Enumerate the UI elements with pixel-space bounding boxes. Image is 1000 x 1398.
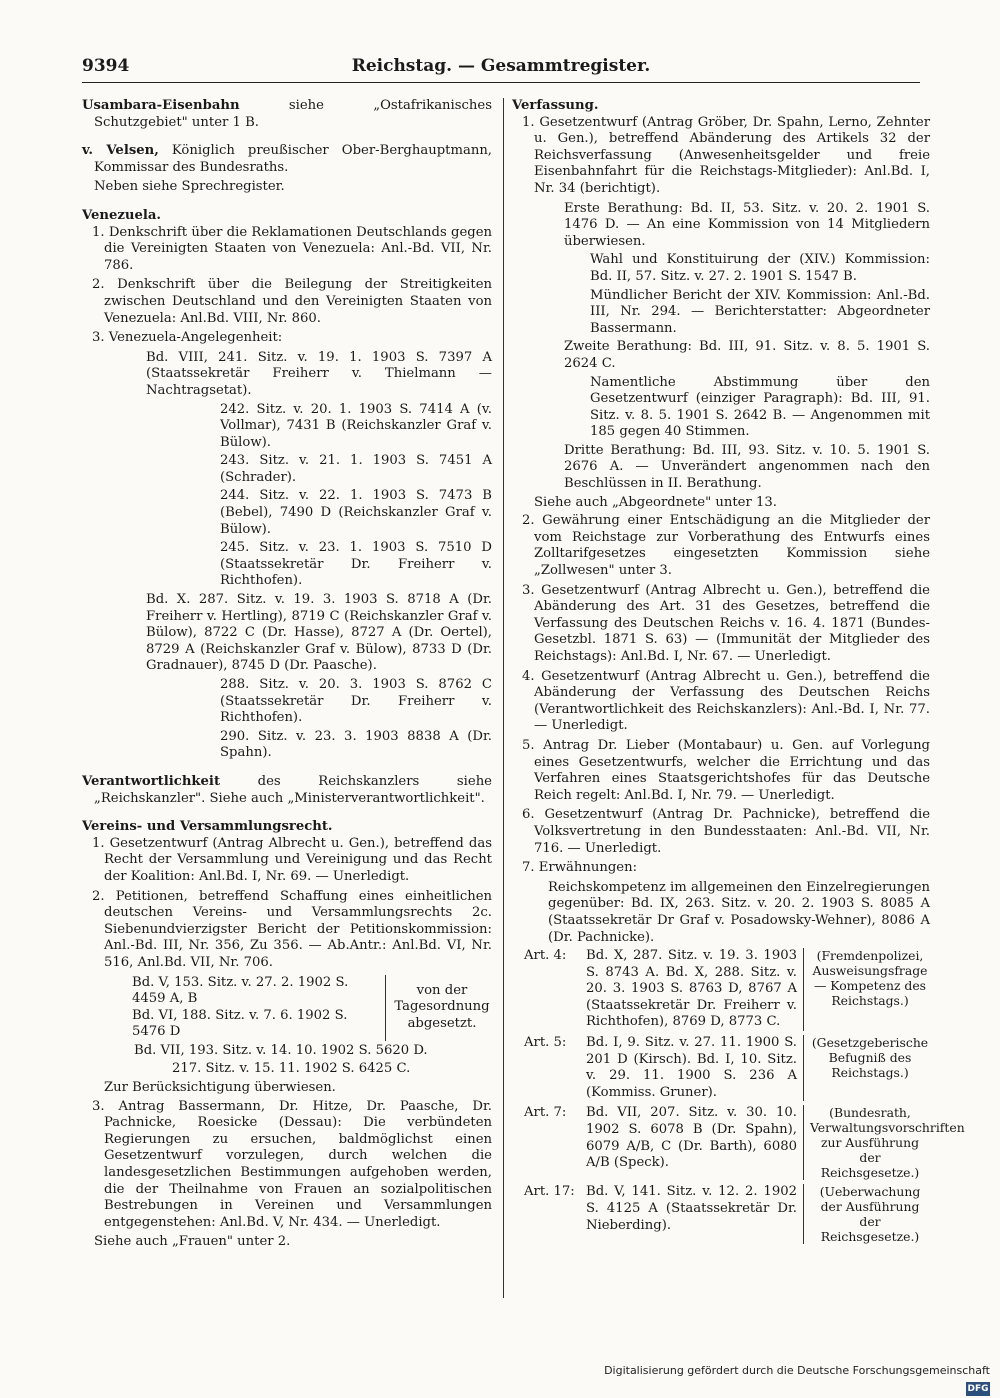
- entry-heading: Vereins- und Versammlungsrecht.: [82, 819, 333, 835]
- entry-text: siehe „Ostafrikanisches Schutzgebiet" unter 1 B.: [94, 98, 492, 130]
- left-column: [82, 98, 492, 1263]
- reading-ref: Mündlicher Bericht der XIV. Kommission: Anl.-Bd. III, Nr. 294. — Berichterstatter: Abgeordneter Bassermann.: [590, 287, 930, 336]
- bracket-note: (Bundesrath, Verwaltungsvorschriften zur Ausführung der Reichsgesetze.): [810, 1105, 965, 1181]
- item-2: 2. Denkschrift über die Beilegung der Streitigkeiten zwischen Deutschland und den Vereinigten Staaten von Venezuela: Anl.Bd. VIII, Nr. 860.: [92, 277, 492, 326]
- decision: Zur Berücksichtigung überwiesen.: [104, 1080, 336, 1096]
- session-ref: 243. Sitz. v. 21. 1. 1903 S. 7451 A (Schrader).: [220, 453, 492, 485]
- item-2: 2. Gewährung einer Entschädigung an die Mitglieder der vom Reichstage zur Vorberathung des Entwurfs eines Zolltarifgesetzes eingesetzten Kommission siehe „Zollwesen" unter 3.: [522, 513, 930, 579]
- item-1: 1. Denkschrift über die Reklamationen Deutschlands gegen die Vereinigten Staaten von Venezuela: Anl.-Bd. VII, Nr. 786.: [92, 224, 492, 273]
- reading-ref: Namentliche Abstimmung über den Gesetzentwurf (einziger Paragraph): Bd. III, 91. Sitz. v. 8. 5. 1901 S. 2642 B. — Angenommen mit 185 gegen 40 Stimmen.: [590, 374, 930, 440]
- entry-text: Königlich preußischer Ober-Berghauptmann, Kommissar des Bundesraths.: [94, 143, 493, 175]
- session-ref: Bd. VI, 188. Sitz. v. 7. 6. 1902 S. 5476 D: [132, 1007, 348, 1040]
- session-ref: Bd. VIII, 241. Sitz. v. 19. 1. 1903 S. 7397 A (Staatssekretär Freiherr v. Thielmann — Nachtragsetat).: [146, 349, 492, 398]
- session-ref: 242. Sitz. v. 20. 1. 1903 S. 7414 A (v. Vollmar), 7431 B (Reichskanzler Graf v. Bülow).: [220, 401, 492, 450]
- session-group: [132, 975, 492, 1041]
- session-ref: Bd. X. 287. Sitz. v. 19. 3. 1903 S. 8718 A (Dr. Freiherr v. Hertling), 8719 C (Reichskanzler Graf v. Bülow), 8722 C (Dr. Hasse), 8727 A (Dr. Oertel), 8729 A (Reichskanzler Graf v. Bülow), 8733 D (Dr. Gradnauer), 8745 D (Dr. Paasche).: [146, 592, 492, 674]
- see-also: Neben siehe Sprechregister.: [94, 179, 285, 195]
- item-1: 1. Gesetzentwurf (Antrag Gröber, Dr. Spahn, Lerno, Zehnter u. Gen.), betreffend Abänderung des Artikels 32 der Reichsverfassung (Anwesenheitsgelder und freie Eisenbahnfahrt für die Reichstags-Mitglieder): Anl.Bd. I, Nr. 34 (berichtigt).: [522, 114, 930, 196]
- session-ref: 290. Sitz. v. 23. 3. 1903 8838 A (Dr. Spahn).: [220, 728, 492, 761]
- item-3: 3. Gesetzentwurf (Antrag Albrecht u. Gen.), betreffend die Abänderung des Art. 31 des Gesetzes, betreffend die Verfassung des Deutschen Reichs v. 16. 4. 1871 (Bundes-Gesetzbl. 1871 S. 63) — (Immunität der Mitglieder des Reichstags): Anl.Bd. I, Nr. 67. — Unerledigt.: [522, 582, 930, 664]
- item-3: 3. Venezuela-Angelegenheit:: [92, 330, 283, 346]
- entry-verfassung: [512, 98, 965, 1245]
- bracket-note: (Ueberwachung der Ausführung der Reichsgesetze.): [819, 1184, 921, 1245]
- session-ref: 217. Sitz. v. 15. 11. 1902 S. 6425 C.: [172, 1061, 411, 1077]
- bracket-note: (Gesetzgeberische Befugniß des Reichstags.): [811, 1035, 929, 1081]
- reading-ref: Dritte Berathung: Bd. III, 93. Sitz. v. 10. 5. 1901 S. 2676 A. — Unverändert angenommen nach den Beschlüssen in II. Berathung.: [564, 442, 930, 492]
- session-ref: 288. Sitz. v. 20. 3. 1903 S. 8762 C (Staatssekretär Dr. Freiherr v. Richthofen).: [220, 677, 492, 726]
- article-4-row: [524, 948, 930, 1031]
- page-header: [82, 56, 920, 83]
- item-3: 3. Antrag Bassermann, Dr. Hitze, Dr. Paasche, Dr. Pachnicke, Roesicke (Dessau): Die verbündeten Regierungen zu ersuchen, baldmöglichst einen Gesetzentwurf vorzulegen, durch welchen die landesgesetzlichen Bestimmungen aufgehoben werden, die der Theilnahme von Frauen an sozialpolitischen Bestrebungen in Vereinen und Versammlungen entgegenstehen: Anl.Bd. V, Nr. 434. — Unerledigt.: [92, 1098, 492, 1230]
- article-label: Art. 4:: [524, 948, 567, 964]
- credit-text: Digitalisierung gefördert durch die Deutsche Forschungsgemeinschaft: [604, 1364, 990, 1377]
- item-2: 2. Petitionen, betreffend Schaffung eines einheitlichen deutschen Vereins- und Versammlungsrechts 2c. Siebenundvierzigster Bericht der Petitionskommission: Anl.-Bd. III, Nr. 356, Zu 356. — Ab.Antr.: Anl.Bd. VI, Nr. 516, Anl.Bd. VII, Nr. 706.: [92, 888, 492, 970]
- entry-heading: Verfassung.: [512, 98, 599, 113]
- mention: Reichskompetenz im allgemeinen den Einzelregierungen gegenüber: Bd. IX, 263. Sitz. v. 20. 2. 1903 S. 8085 A (Staatssekretär Dr Graf v. Posadowsky-Wehner), 8086 A (Dr. Pachnicke).: [548, 879, 930, 945]
- article-label: Art. 5:: [524, 1035, 567, 1051]
- entry-heading: Usambara-Eisenbahn: [82, 98, 240, 113]
- entry-velsen: [82, 143, 492, 196]
- article-5-row: [524, 1035, 930, 1101]
- article-7-row: [524, 1105, 965, 1181]
- entry-text: des Reichskanzlers siehe „Reichskanzler". Siehe auch „Ministerverantwortlichkeit".: [94, 773, 492, 806]
- bracket-note: (Fremdenpolizei, Ausweisungsfrage — Kompetenz des Reichstags.): [812, 948, 928, 1009]
- entry-usambara: [82, 98, 492, 131]
- reading-ref: Zweite Berathung: Bd. III, 91. Sitz. v. 8. 5. 1901 S. 2624 C.: [564, 339, 930, 371]
- entry-venezuela: [82, 208, 492, 762]
- item-6: 6. Gesetzentwurf (Antrag Dr. Pachnicke), betreffend die Volksvertretung in den Bundesstaaten: Anl.-Bd. VII, Nr. 716. — Unerledigt.: [522, 807, 930, 856]
- article-label: Art. 7:: [524, 1105, 567, 1121]
- see-also: Siehe auch „Abgeordnete" unter 13.: [534, 494, 777, 510]
- entry-heading: Verantwortlichkeit: [82, 773, 221, 789]
- reading-ref: Wahl und Konstituirung der (XIV.) Kommission: Bd. II, 57. Sitz. v. 27. 2. 1901 S. 1547 B.: [590, 252, 930, 284]
- column-divider: [503, 98, 504, 1298]
- reading-ref: Erste Berathung: Bd. II, 53. Sitz. v. 20. 2. 1901 S. 1476 D. — An eine Kommission von 14 Mitgliedern überwiesen.: [564, 200, 930, 249]
- right-column: [512, 98, 965, 1256]
- article-17-row: [524, 1184, 930, 1244]
- article-refs: Bd. V, 141. Sitz. v. 12. 2. 1902 S. 4125 A (Staatssekretär Dr. Nieberding).: [586, 1184, 804, 1244]
- article-refs: Bd. VII, 207. Sitz. v. 30. 10. 1902 S. 6078 B (Dr. Spahn), 6079 A/B, C (Dr. Barth), 6080 A/B (Speck).: [586, 1105, 804, 1180]
- page-number: 9394: [82, 56, 130, 76]
- session-ref: 245. Sitz. v. 23. 1. 1903 S. 7510 D (Staatssekretär Dr. Freiherr v. Richthofen).: [220, 540, 492, 589]
- item-5: 5. Antrag Dr. Lieber (Montabaur) u. Gen. auf Vorlegung eines Gesetzentwurfs, welcher die Errichtung und das Verfahren eines Staatsgerichtshofes für das Deutsche Reich regelt: Anl.Bd. I, Nr. 79. — Unerledigt.: [522, 737, 930, 803]
- session-ref: Bd. VII, 193. Sitz. v. 14. 10. 1902 S. 5620 D.: [134, 1042, 428, 1058]
- article-refs: Bd. I, 9. Sitz. v. 27. 11. 1900 S. 201 D (Kirsch). Bd. I, 10. Sitz. v. 29. 11. 1900 S. 236 A (Kommiss. Gruner).: [586, 1035, 804, 1101]
- article-refs: Bd. X, 287. Sitz. v. 19. 3. 1903 S. 8743 A. Bd. X, 288. Sitz. v. 20. 3. 1903 S. 8763 D, 8767 A (Staatssekretär Dr. Freiherr v. Richthofen), 8769 D, 8773 C.: [586, 948, 804, 1031]
- bracket-note: von der Tagesordnung abgesetzt.: [394, 982, 490, 1031]
- session-ref: 244. Sitz. v. 22. 1. 1903 S. 7473 B (Bebel), 7490 D (Reichskanzler Graf v. Bülow).: [220, 488, 492, 537]
- item-1: 1. Gesetzentwurf (Antrag Albrecht u. Gen.), betreffend das Recht der Versammlung und Vereinigung und das Recht der Koalition: Anl.Bd. I, Nr. 69. — Unerledigt.: [92, 835, 492, 884]
- item-4: 4. Gesetzentwurf (Antrag Albrecht u. Gen.), betreffend die Abänderung der Verfassung des Deutschen Reichs (Verantwortlichkeit des Reichskanzlers): Anl.-Bd. I, Nr. 77. — Unerledigt.: [522, 668, 930, 734]
- digitization-credit: [600, 1362, 990, 1394]
- item-7: 7. Erwähnungen:: [522, 860, 638, 876]
- entry-heading: Venezuela.: [82, 207, 162, 223]
- article-label: Art. 17:: [524, 1184, 575, 1200]
- entry-vereins: [82, 819, 492, 1251]
- entry-heading: v. Velsen,: [82, 143, 159, 159]
- see-also: Siehe auch „Frauen" unter 2.: [94, 1234, 291, 1250]
- running-title: Reichstag. — Gesammtregister.: [351, 56, 651, 76]
- session-ref: Bd. V, 153. Sitz. v. 27. 2. 1902 S. 4459 A, B: [132, 974, 349, 1007]
- dfg-logo-icon: DFG: [967, 1384, 989, 1394]
- entry-verantwortlichkeit: [82, 774, 492, 807]
